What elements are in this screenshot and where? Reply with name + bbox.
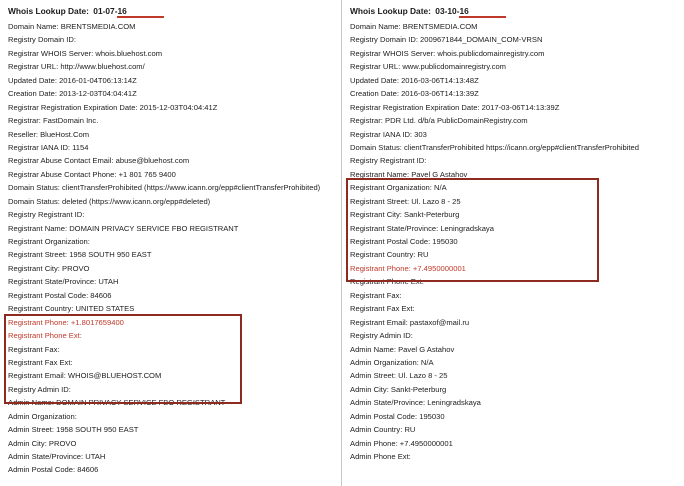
record-line: Domain Name: BRENTSMEDIA.COM — [350, 22, 478, 31]
record-line: Registrant Fax Ext: — [8, 357, 73, 367]
record-line: Registrant Organization: N/A — [350, 183, 447, 193]
record-line: Registrant Email: WHOIS@BLUEHOST.COM — [8, 371, 162, 381]
record-line: Registrant City: Sankt-Peterburg — [350, 210, 460, 220]
record-line: Domain Status: clientTransferProhibited https://icann.org/epp#clientTransferProhibited — [350, 142, 639, 152]
record-line: Admin State/Province: Leningradskaya — [350, 398, 481, 408]
record-line: Registrar WHOIS Server: whois.publicdomainregistry.com — [350, 48, 545, 58]
record-line: Admin Phone Ext: — [350, 452, 411, 461]
record-line: Registrant Organization: — [8, 237, 90, 246]
record-line: Reseller: BlueHost.Com — [8, 129, 90, 139]
record-line: Registrar WHOIS Server: whois.bluehost.com — [8, 48, 163, 58]
record-line: Admin Street: 1958 SOUTH 950 EAST — [8, 425, 139, 435]
record-line: Registrant Postal Code: 195030 — [350, 237, 458, 246]
record-line: Registrant State/Province: UTAH — [8, 277, 119, 287]
record-line: Creation Date: 2013-12-03T04:04:41Z — [8, 89, 137, 99]
record-line: Domain Status: deleted (https://www.icann.org/epp#deleted) — [8, 196, 211, 206]
left-lookup-label: Whois Lookup Date: — [8, 6, 89, 16]
record-line: Registrar: PDR Ltd. d/b/a PublicDomainRegistry.com — [350, 116, 528, 126]
record-line: Admin Organization: N/A — [350, 357, 434, 367]
right-date-underline — [459, 16, 506, 18]
left-record-lines — [8, 20, 335, 477]
record-line: Registrant City: PROVO — [8, 263, 90, 273]
record-line: Registrar: FastDomain Inc. — [8, 116, 99, 126]
left-lookup-date: 01-07-16 — [93, 6, 127, 16]
record-line: Domain Status: clientTransferProhibited (https://www.icann.org/epp#clientTransferProhibited) — [8, 183, 321, 193]
record-line: Registrant Fax: — [350, 290, 402, 300]
record-line: Registrar URL: http://www.bluehost.com/ — [8, 62, 145, 72]
left-lookup-header — [8, 5, 335, 18]
record-line: Registrant Fax: — [8, 344, 60, 354]
record-line: Registrar URL: www.publicdomainregistry.com — [350, 62, 507, 72]
record-line: Admin Organization: — [8, 411, 77, 421]
record-line: Registrant Name: DOMAIN PRIVACY SERVICE FBO REGISTRANT — [8, 223, 239, 233]
record-line: Admin Phone: +7.4950000001 — [350, 438, 453, 448]
record-line: Registrar Registration Expiration Date: 2015-12-03T04:04:41Z — [8, 102, 218, 112]
record-line: Admin Postal Code: 84606 — [8, 465, 99, 475]
record-line: Registrar Abuse Contact Email: abuse@bluehost.com — [8, 156, 190, 166]
record-line: Admin Country: RU — [350, 425, 416, 435]
record-line: Admin Name: Pavel G Astahov — [350, 344, 455, 354]
record-line: Admin City: Sankt-Peterburg — [350, 384, 447, 394]
record-line: Registrant Street: 1958 SOUTH 950 EAST — [8, 250, 152, 260]
record-line: Admin City: PROVO — [8, 438, 77, 448]
record-line: Registry Registrant ID: — [8, 210, 85, 220]
record-line: Registrar Abuse Contact Phone: +1 801 765 9400 — [8, 169, 176, 179]
record-line: Registrar IANA ID: 1154 — [8, 142, 89, 152]
record-line: Admin State/Province: UTAH — [8, 452, 106, 461]
right-lookup-label: Whois Lookup Date: — [350, 6, 431, 16]
record-line: Registry Registrant ID: — [350, 156, 427, 166]
record-line: Domain Name: BRENTSMEDIA.COM — [8, 22, 136, 31]
record-line: Registrant Street: Ul. Lazo 8 - 25 — [350, 196, 461, 206]
record-line: Registrant Email: pastaxof@mail.ru — [350, 317, 470, 327]
record-line: Registrant Phone Ext: — [8, 331, 82, 341]
record-line: Admin Postal Code: 195030 — [350, 411, 445, 421]
record-line: Registrant Fax Ext: — [350, 304, 415, 314]
left-whois-record — [0, 0, 341, 486]
record-line: Registrant Phone: +1.8017659400 — [8, 317, 124, 327]
record-line: Registry Admin ID: — [8, 384, 71, 394]
record-line: Registrant Country: RU — [350, 250, 429, 260]
record-line: Registry Domain ID: — [8, 35, 76, 45]
record-line: Admin Name: DOMAIN PRIVACY SERVICE FBO REGISTRANT — [8, 398, 226, 408]
record-line: Registrant Postal Code: 84606 — [8, 290, 112, 300]
record-line: Registrant Country: UNITED STATES — [8, 304, 135, 314]
left-date-underline — [117, 16, 164, 18]
record-line: Registrant Name: Pavel G Astahov — [350, 169, 468, 179]
record-line: Registrar Registration Expiration Date: 2017-03-06T14:13:39Z — [350, 102, 560, 112]
record-line: Registrant Phone: +7.4950000001 — [350, 263, 466, 273]
record-line: Registry Domain ID: 2009671844_DOMAIN_COM-VRSN — [350, 35, 543, 45]
right-whois-record — [342, 0, 683, 486]
record-line: Admin Street: Ul. Lazo 8 - 25 — [350, 371, 448, 381]
record-line: Registrant State/Province: Leningradskaya — [350, 223, 494, 233]
right-record-lines — [350, 20, 677, 463]
record-line: Registrar IANA ID: 303 — [350, 129, 427, 139]
record-line: Updated Date: 2016-01-04T06:13:14Z — [8, 75, 137, 85]
record-line: Creation Date: 2016-03-06T14:13:39Z — [350, 89, 479, 99]
right-lookup-date: 03-10-16 — [435, 6, 469, 16]
record-line: Registry Admin ID: — [350, 331, 413, 341]
right-lookup-header — [350, 5, 677, 18]
record-line: Updated Date: 2016-03-06T14:13:48Z — [350, 75, 479, 85]
record-line: Registrant Phone Ext: — [350, 277, 424, 287]
